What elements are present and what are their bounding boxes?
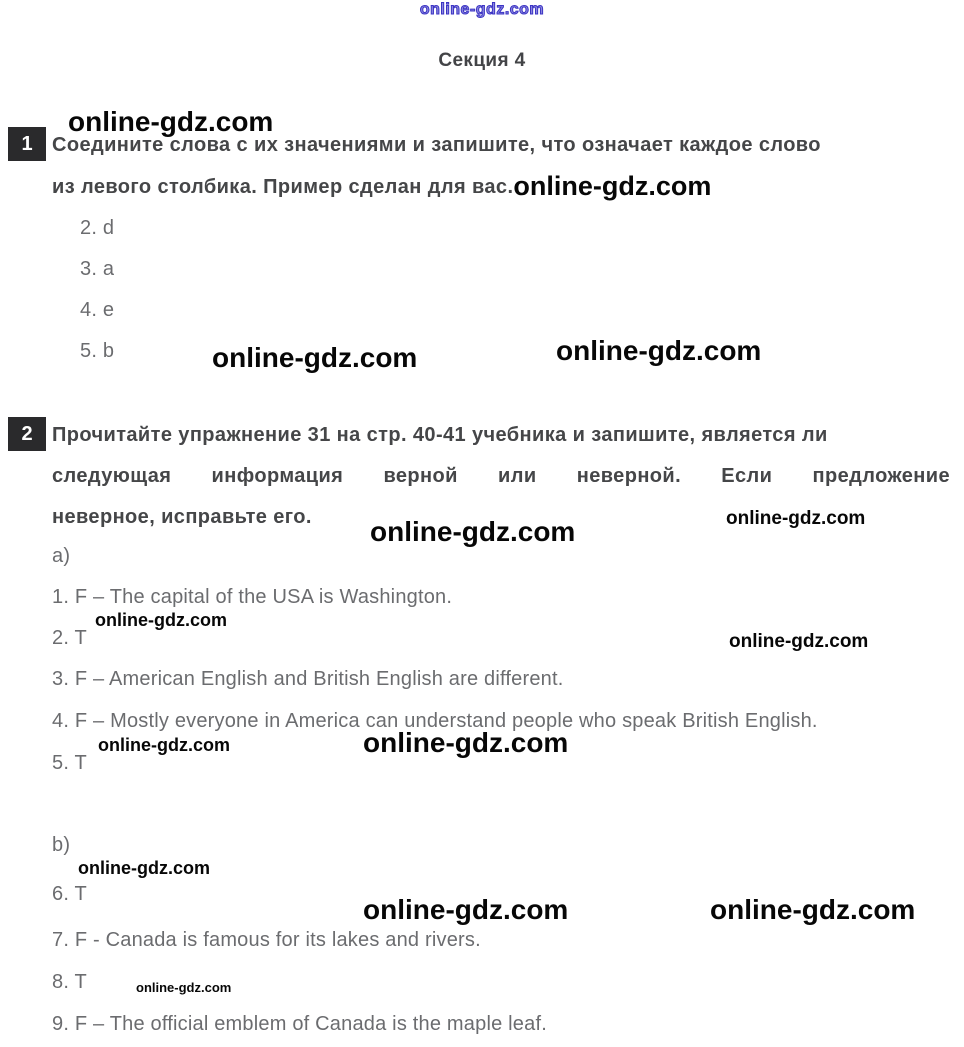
exercise-2-task-line-1: Прочитайте упражнение 31 на стр. 40-41 учебника и запишите, является ли bbox=[52, 424, 828, 446]
part-b-answer: 9. F – The official emblem of Canada is the maple leaf. bbox=[52, 1013, 547, 1035]
part-a-label: a) bbox=[52, 545, 71, 567]
watermark-part-a-right: online-gdz.com bbox=[729, 631, 869, 652]
watermark-inline-exercise-1: online-gdz.com bbox=[513, 171, 712, 201]
part-b-label: b) bbox=[52, 834, 71, 856]
watermark-part-a-item-5-left: online-gdz.com bbox=[98, 735, 230, 755]
exercise-1-task-line-1: Соедините слова с их значениями и запишите, что означает каждое слово bbox=[52, 134, 821, 156]
watermark-below-exercise-1-right: online-gdz.com bbox=[556, 335, 762, 366]
exercise-1-task-line-2 bbox=[52, 171, 712, 201]
part-a-answer: 3. F – American English and British English are different. bbox=[52, 668, 564, 690]
part-a-answer: 4. F – Mostly everyone in America can understand people who speak British English. bbox=[52, 710, 818, 732]
watermark-part-b-center: online-gdz.com bbox=[363, 894, 569, 925]
watermark-part-b-item-8: online-gdz.com bbox=[136, 980, 232, 995]
exercise-1-answer: 2. d bbox=[80, 217, 115, 239]
watermark-exercise-2-center: online-gdz.com bbox=[370, 516, 576, 547]
part-b-answer: 7. F - Canada is famous for its lakes and rivers. bbox=[52, 929, 481, 951]
exercise-2-task-line-3: неверное, исправьте его. bbox=[52, 506, 312, 528]
exercise-2-task-line-2: следующая информация верной или неверной. Если предложение bbox=[52, 465, 950, 487]
watermark-below-exercise-1-left: online-gdz.com bbox=[212, 342, 418, 373]
page-title: Секция 4 bbox=[438, 50, 526, 71]
watermark-part-b-top: online-gdz.com bbox=[78, 858, 210, 878]
exercise-2-number-badge: 2 bbox=[8, 417, 46, 451]
exercise-1-number-badge: 1 bbox=[8, 127, 46, 161]
watermark-exercise-2-right: online-gdz.com bbox=[726, 508, 866, 529]
exercise-1-answer: 3. a bbox=[80, 258, 115, 280]
part-a-answer: 5. T bbox=[52, 752, 87, 774]
watermark-part-a-item-2: online-gdz.com bbox=[95, 610, 227, 630]
watermark-over-exercise-1: online-gdz.com bbox=[68, 106, 274, 137]
part-b-answer: 6. T bbox=[52, 883, 87, 905]
exercise-1-answer: 5. b bbox=[80, 340, 115, 362]
part-a-answer: 1. F – The capital of the USA is Washington. bbox=[52, 586, 453, 608]
watermark-part-b-right: online-gdz.com bbox=[710, 894, 916, 925]
part-a-answer: 2. T bbox=[52, 627, 87, 649]
exercise-1-task-line-2-text: из левого столбика. Пример сделан для вас. bbox=[52, 176, 514, 198]
exercise-1-answer: 4. e bbox=[80, 299, 115, 321]
watermark-top-blue: online-gdz.com bbox=[419, 1, 545, 18]
watermark-part-a-item-5-center: online-gdz.com bbox=[363, 727, 569, 758]
part-b-answer: 8. T bbox=[52, 971, 87, 993]
